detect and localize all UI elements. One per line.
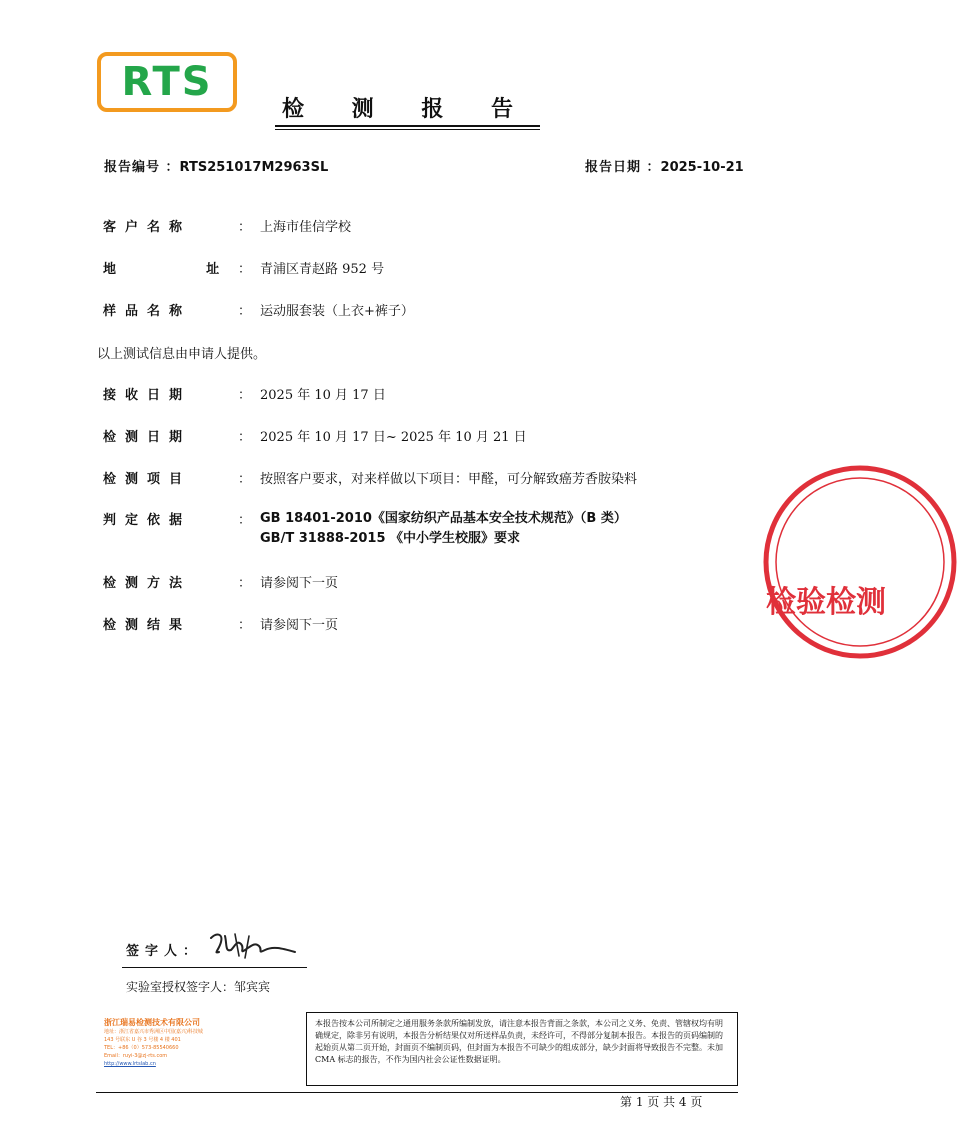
field-label: 检测项目 xyxy=(103,472,192,487)
field-colon: ： xyxy=(238,513,252,528)
field-value: 请参阅下一页 xyxy=(260,618,339,633)
field-sample-name xyxy=(103,300,414,319)
field-value: 青浦区青赵路 952 号 xyxy=(260,262,385,277)
field-colon: ： xyxy=(238,576,252,591)
report-number-value: RTS251017M2963SL xyxy=(179,160,329,175)
report-number-label: 报告编号 ： xyxy=(104,160,180,175)
disclaimer-box: 本报告按本公司所制定之通用服务条款所编制发放，请注意本报告背面之条款，本公司之义务、免责、管辖权均有明确规定，除非另有说明，本报告分析结果仅对所送样品负责，未经许可，不得部分复制本报告。本报告的页码编制的起始页从第二页开始，封面页不编制页码，但封面为本报告不可缺少的组成部分，缺少封面将导致报告不完整。未加 CMA 标志的报告，不作为国内社会公证性数据证明。 xyxy=(306,1012,738,1086)
field-label: 接收日期 xyxy=(103,388,192,403)
field-value: 2025 年 10 月 17 日~ 2025 年 10 月 21 日 xyxy=(260,430,527,445)
company-line: Email：ruyi-3@zj-rts.com xyxy=(104,1053,168,1059)
company-name: 浙江瑞易检测技术有限公司 xyxy=(104,1018,200,1027)
stamp-text: 检验检测 xyxy=(766,585,886,620)
field-value: 上海市佳信学校 xyxy=(260,220,352,235)
page-number: 第 1 页 共 4 页 xyxy=(620,1095,703,1109)
field-test-result xyxy=(103,614,338,633)
title-underline-thin xyxy=(275,129,540,130)
field-label: 判定依据 xyxy=(103,513,192,528)
authorized-signer: 实验室授权签字人：邹宾宾 xyxy=(126,980,271,994)
field-value: 请参阅下一页 xyxy=(260,576,339,591)
company-line: 地址：浙江省嘉兴市秀洲区中国(嘉兴)科技城 xyxy=(104,1029,203,1035)
field-colon: ： xyxy=(238,220,252,235)
field-test-items xyxy=(103,468,637,487)
field-value: 按照客户要求，对来样做以下项目：甲醛，可分解致癌芳香胺染料 xyxy=(260,472,638,487)
company-info xyxy=(104,1017,304,1068)
report-title: 检 测 报 告 xyxy=(282,97,533,122)
report-date-value: 2025-10-21 xyxy=(660,160,744,175)
field-client-name xyxy=(103,216,351,235)
field-label: 地 址 xyxy=(103,262,229,277)
field-label: 样品名称 xyxy=(103,304,192,319)
field-test-method xyxy=(103,572,338,591)
company-seal-stamp xyxy=(760,462,960,662)
field-standard xyxy=(103,509,627,549)
signer-label: 签字人： xyxy=(126,944,203,959)
field-receive-date xyxy=(103,384,386,403)
company-line: 143 号联东 U 谷 3 号楼 4 楼 401 xyxy=(104,1037,181,1043)
report-date-label: 报告日期 ： xyxy=(585,160,661,175)
field-test-date xyxy=(103,426,527,445)
company-website-link[interactable]: http://www.lrtslab.cn xyxy=(104,1061,156,1067)
field-colon: ： xyxy=(238,472,252,487)
signature-line xyxy=(122,967,307,968)
field-colon: ： xyxy=(238,304,252,319)
handwritten-signature xyxy=(205,928,300,964)
field-value: 2025 年 10 月 17 日 xyxy=(260,388,386,403)
company-line: TEL：+86（0）573-85540660 xyxy=(104,1045,179,1051)
standard-line-1: GB 18401-2010《国家纺织产品基本安全技术规范》（B 类） xyxy=(260,511,627,526)
applicant-note: 以上测试信息由申请人提供。 xyxy=(97,347,267,362)
report-date xyxy=(585,156,744,175)
field-colon: ： xyxy=(238,388,252,403)
field-colon: ： xyxy=(238,262,252,277)
field-label: 检测方法 xyxy=(103,576,192,591)
field-label: 检测日期 xyxy=(103,430,192,445)
field-value: 运动服套装（上衣+裤子） xyxy=(260,304,414,319)
report-number xyxy=(104,156,328,175)
title-underline xyxy=(275,125,540,127)
field-address xyxy=(103,258,384,277)
field-label: 检测结果 xyxy=(103,618,192,633)
logo-text: RTS xyxy=(121,59,213,105)
field-colon: ： xyxy=(238,618,252,633)
field-colon: ： xyxy=(238,430,252,445)
field-label: 客户名称 xyxy=(103,220,192,235)
standard-line-2: GB/T 31888-2015 《中小学生校服》要求 xyxy=(260,531,521,546)
rts-logo xyxy=(97,52,237,112)
